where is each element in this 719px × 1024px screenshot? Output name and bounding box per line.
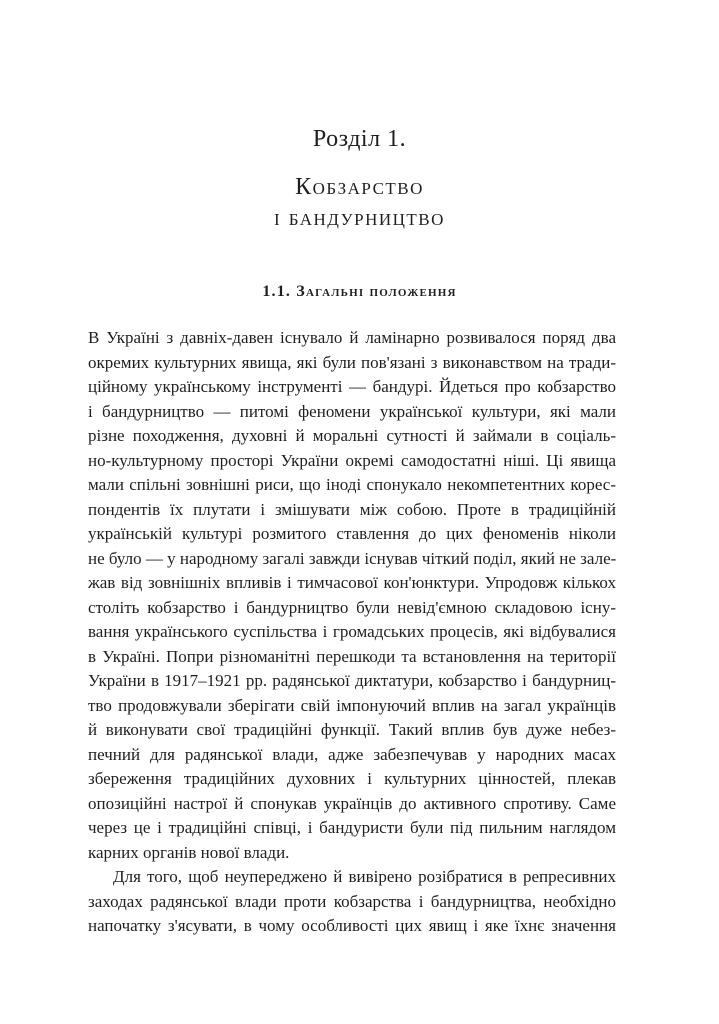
text-line: напочатку з'ясувати, в чому особливості цих явищ і яке їхнє значення xyxy=(88,916,616,935)
text-line: й виконувати свої традиційні функції. Такий вплив був дуже небез- xyxy=(88,720,616,739)
chapter-title-line: Кобзарство xyxy=(295,174,424,200)
text-line: карних органів нової влади. xyxy=(88,842,290,862)
text-line: століть кобзарство і бандурництво були невід'ємною складовою існу- xyxy=(88,597,616,617)
chapter-title-line: і бандурництво xyxy=(274,205,445,231)
text-line: і бандурництво — питомі феномени української культури, які мали xyxy=(88,401,616,421)
text-line: українській культурі розмитого ставлення до цих феноменів ніколи xyxy=(88,524,616,543)
text-line: різне походження, духовні й моральні сутності й займали в соціаль- xyxy=(88,426,616,445)
paragraph xyxy=(88,326,616,865)
chapter-title xyxy=(0,172,719,234)
paragraph xyxy=(88,865,616,939)
text-line: пондентів їх плутати і змішувати між собою. Проте в традиційній xyxy=(88,499,616,519)
text-line: України в 1917–1921 рр. радянської диктатури, кобзарство і бандурниц- xyxy=(88,671,616,690)
text-line: мали спільні зовнішні риси, що іноді спонукало некомпетентних корес- xyxy=(88,475,616,494)
text-line: В Україні з давніх-давен існувало й ламінарно розвивалося поряд два xyxy=(88,328,616,347)
body-text xyxy=(88,326,616,939)
text-line: но-культурному просторі України окремі самодостатні ніші. Ці явища xyxy=(88,450,616,470)
text-line: не було — у народному загалі завжди існував чіткий поділ, який не зале- xyxy=(88,548,617,568)
text-line: в Україні. Попри різноманітні перешкоди та встановлення на території xyxy=(88,646,616,666)
text-line: заходах радянської влади проти кобзарства і бандурництва, необхідно xyxy=(88,891,616,911)
text-line: ційному українському інструменті — бандурі. Йдеться про кобзарство xyxy=(88,377,616,396)
text-line: вання українського суспільства і громадських процесів, які відбувалися xyxy=(88,622,616,641)
text-line: тво продовжували зберігати свій імпонуючий вплив на загал українців xyxy=(88,695,616,715)
text-line: жав від зовнішніх впливів і тимчасової кон'юнктури. Упродовж кількох xyxy=(88,573,616,592)
text-line: окремих культурних явища, які були пов'язані з виконавством на тради- xyxy=(88,352,616,372)
text-line: Для того, щоб неупереджено й вивірено розібратися в репресивних xyxy=(113,867,616,886)
text-line: печний для радянської влади, адже забезпечував у народних масах xyxy=(88,744,616,764)
section-title: 1.1. Загальні положення xyxy=(262,283,457,300)
text-line: через це і традиційні співці, і бандуристи були під пильним наглядом xyxy=(88,818,616,837)
chapter-label: Розділ 1. xyxy=(312,126,407,152)
text-line: збереження традиційних духовних і культурних цінностей, плекав xyxy=(88,769,616,788)
text-line: опозиційні настрої й спонукав українців до активного спротиву. Саме xyxy=(88,793,616,813)
